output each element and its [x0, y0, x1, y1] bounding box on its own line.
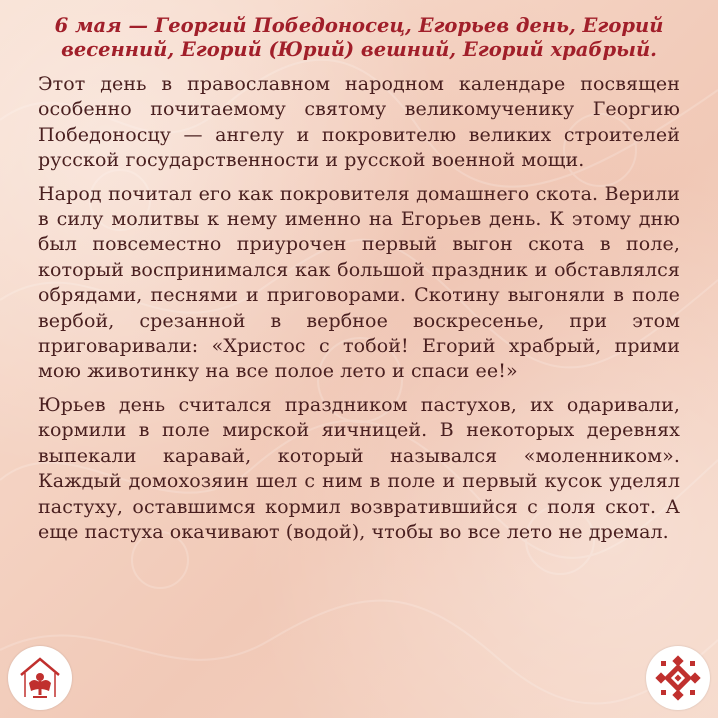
paragraph-3: Юрьев день считался праздником пастухов, их одаривали, кормили в поле мирской яичницей. В некоторых деревнях выпекали каравай, который назывался «моленником». Каждый домохозяин шел с ним в поле и первый кусок уделял пастуху, оставшимся кормил возвратившийся с поля скот. А еще пастуха окачивают (водой), чтобы во все лето не дремал.: [38, 393, 680, 543]
paragraph-2: Народ почитал его как покровителя домашнего скота. Верили в силу молитвы к нему именно на Егорьев день. К этому дню был повсеместно приурочен первый выгон скота в поле, который воспринимался как большой праздник и обставлялся обрядами, песнями и приговорами. Скотину выгоняли в поле вербой, срезанной в вербное воскресенье, при этом приговаривали: «Христос с тобой! Егорий храбрый, прими мою животинку на все полое лето и спаси ее!»: [38, 182, 680, 383]
house-emblem-icon: [8, 646, 72, 710]
article: [38, 14, 680, 553]
article-title: 6 мая — Георгий Победоносец, Егорьев день, Егорий весенний, Егорий (Юрий) вешний, Егорий храбрый.: [54, 14, 664, 61]
paragraph-1: Этот день в православном народном календаре посвящен особенно почитаемому святому великомученику Георгию Победоносцу — ангелу и покровителю великих строителей русской государственности и русской военной мощи.: [38, 73, 680, 172]
folk-ornament-icon: [646, 646, 710, 710]
